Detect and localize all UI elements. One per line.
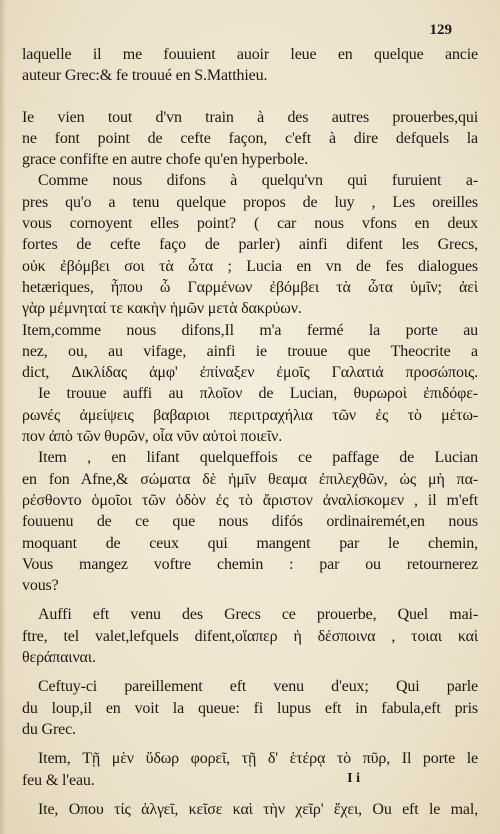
text-line: auteur Grec:& fe trouué en S.Matthieu.	[22, 67, 268, 85]
text-line: grace confifte en autre chofe qu'en hyperbole.	[22, 151, 309, 169]
signature-mark: I i	[347, 771, 360, 786]
page-number: 129	[429, 22, 452, 38]
text-line: Auffi eft venu des Grecs ce prouerbe, Quel mai-	[38, 606, 478, 624]
text-line: en fon Afne,& σώματα δὲ ἡμῖν θεαμα ἐπιλεχθῶν, ὡς μὴ πα-	[22, 470, 478, 488]
page-gutter-shadow	[0, 0, 6, 834]
text-line: Item,comme nous difons,Il m'a fermé la porte au	[22, 321, 478, 339]
text-line: Vous mangez voftre chemin : par ou retournerez	[22, 555, 478, 573]
text-line: moquant de ceux qui mangent par le chemin,	[22, 534, 478, 552]
body-text	[22, 44, 478, 820]
text-line: Ceftuy-ci pareillement eft venu d'eux; Qui parle	[38, 678, 478, 696]
text-line: Item, Τῇ μὲν ὕδωρ φορεῖ, τῇ δ' ἑτέρᾳ τὸ πῦρ, Il porte le	[38, 750, 478, 768]
text-line: Ite, Οπου τίς ἀλγεῖ, κεῖσε καὶ τὴν χεῖρ' ἔχει, Ou eft le mal,	[38, 800, 478, 818]
text-line: hetæriques, ἦπου ὦ Γαρμένων ἐβόμβει τὰ ὦτα ὑμῖν; ἀεὶ	[22, 278, 478, 296]
text-line: du Grec.	[22, 720, 76, 738]
text-line: ne font point de cefte façon, c'eft à dire defquels la	[22, 129, 478, 147]
text-line: γὰρ μέμνηταί τε κακὴν ἡμῶν μετὰ δακρύων.	[22, 300, 302, 318]
text-line: dict, Δικλίδας ἀμφ' ἐπίναξεν ἐμοῖς Γαλατιά προσώποις.	[22, 364, 478, 382]
text-line: vous?	[22, 577, 59, 595]
text-line: Item , en lifant quelqueffois ce paffage de Lucian	[38, 449, 478, 467]
text-line: fouuenu de ce que nous difós ordinairemét,en nous	[22, 513, 478, 531]
text-line: Ie vien tout d'vn train à des autres prouerbes,qui	[22, 108, 478, 126]
text-line: Comme nous difons à quelqu'vn qui furuient a-	[38, 172, 478, 190]
text-line: οὐκ ἐβόμβει σοι τὰ ὦτα ; Lucia en vn de fes dialogues	[22, 257, 478, 275]
text-line: vous cornoyent elles point? ( car nous vfons en deux	[22, 215, 478, 233]
text-line: pres qu'o a tenu quelque propos de luy , Les oreilles	[22, 193, 478, 211]
text-line: ρωνές ἀμείψεις βαβαριοι περιτραχήλια τῶν ἐς τὸ μέτω-	[22, 406, 478, 424]
text-line: feu & l'eau.	[22, 771, 95, 789]
text-line: Ie trouue auffi au πλοῖον de Lucian, θυρωροὶ ἐπιδόφε-	[38, 385, 478, 403]
text-line: fortes de cefte faço de parler) ainfi difent les Grecs,	[22, 236, 478, 254]
text-line: nez, ou, au vifage, ainfi ie trouue que Theocrite a	[22, 342, 478, 360]
text-line: πον ἀπὸ τῶν θυρῶν, οἷα νῦν αὐτοὶ ποιεῖν.	[22, 428, 283, 446]
text-line: laquelle il me fouuient auoir leue en quelque ancie	[22, 46, 478, 63]
text-line: ρέσθοντο ὁμοῖοι τῶν ὁδὸν ἐς τὸ ἄριστον ἀναλίσκομεν , il m'eft	[22, 491, 478, 509]
text-line: ftre, tel valet,lefquels difent,οἵαπερ ἡ δέσποινα , τοιαι καὶ	[22, 627, 478, 645]
text-line: θεράπαιναι.	[22, 649, 96, 667]
text-line: du loup,il en voit la queue: fi lupus eft in fabula,eft pris	[22, 699, 478, 717]
